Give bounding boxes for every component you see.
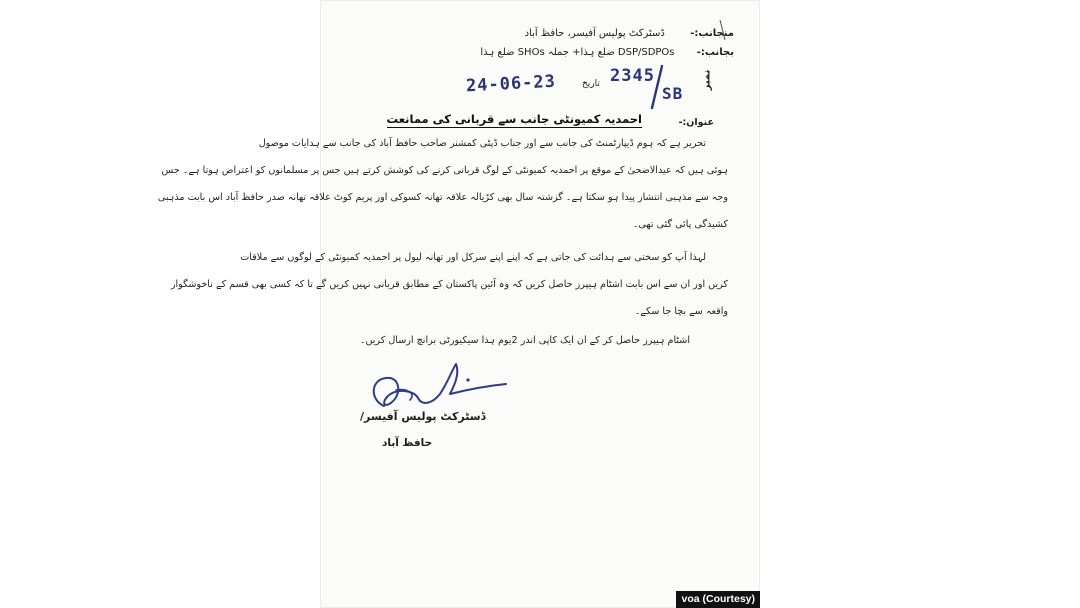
- from-label: منجانب:-: [690, 28, 734, 39]
- number-slash-mark: [648, 64, 668, 114]
- paragraph-2: [171, 244, 728, 325]
- number-value: 2345: [610, 66, 655, 86]
- to-label: بجانب:-: [696, 47, 734, 58]
- paragraph-1-line: ہوئی ہیں کہ عیدالاضحیٰ کے موقع پر احمدیہ کمیونٹی کے لوگ قربانی کرنے کی کوشش کرتے ہیں جس پر مسلمانوں کو اعتراض ہوتا ہے۔ جس: [161, 165, 728, 176]
- paragraph-3-line: اشٹام ہیپرز حاصل کر کے ان ایک کاپی اندر 2یوم ہذا سیکیورٹی برانچ ارسال کریں۔: [359, 335, 690, 346]
- signature-title: ڈسٹرکٹ پولیس آفیسر/: [360, 410, 486, 423]
- from-text: ڈسٹرکٹ پولیس آفیسر، حافظ آباد: [524, 28, 665, 39]
- subject-label: عنوان:-: [678, 117, 714, 128]
- number-label: نمبر: [701, 69, 713, 91]
- paragraph-3: [360, 327, 690, 354]
- paragraph-2-line: واقعہ سے بچا جا سکے۔: [634, 306, 728, 317]
- letter-page: [157, 0, 760, 608]
- margin-pen-mark: [718, 18, 728, 44]
- from-line: [525, 28, 734, 40]
- paragraph-1-line: وجہ سے مذہبی انتشار پیدا ہو سکتا ہے۔ گزشتہ سال بھی کڑیالہ علاقہ تھانہ کسوکی اور پریم کوٹ علاقہ تھانہ صدر حافظ آباد اس بابت مذہبی: [157, 192, 728, 203]
- signature-place: حافظ آباد: [382, 437, 433, 449]
- subject-text: احمدیہ کمیونٹی جانب سے قربانی کی ممانعت: [386, 112, 642, 126]
- photo-credit: voa (Courtesy): [676, 591, 760, 608]
- to-text: DSP/SDPOs ضلع ہذا+ جملہ SHOs ضلع ہذا: [480, 47, 675, 58]
- paragraph-1-line: تحریر ہے کہ ہوم ڈیپارٹمنٹ کی جانب سے اور جناب ڈپٹی کمشنر صاحب حافظ آباد کی جانب سے ہدایات موصول: [258, 138, 706, 149]
- paragraph-1-line: کشیدگی پائی گئی تھی۔: [632, 219, 728, 230]
- paragraph-1: [158, 130, 728, 238]
- paragraph-2-line: لہذا آپ کو سختی سے ہدائت کی جاتی ہے کہ اپنے اپنے سرکل اور تھانہ لیول پر احمدیہ کمیونٹی کے لوگوں سے ملاقات: [240, 252, 706, 263]
- to-line: [480, 47, 734, 59]
- paragraph-2-line: کریں اور ان سے اس بابت اشٹام ہیپرز حاصل کریں کہ وہ آئین پاکستان کے مطابق قربانی نہیں کریں گے تا کہ کسی بھی قسم کے ناخوشگوار: [170, 279, 728, 290]
- number-suffix: SB: [662, 84, 684, 103]
- date-value: 24-06-23: [465, 71, 557, 97]
- date-label: تاریخ: [582, 79, 600, 89]
